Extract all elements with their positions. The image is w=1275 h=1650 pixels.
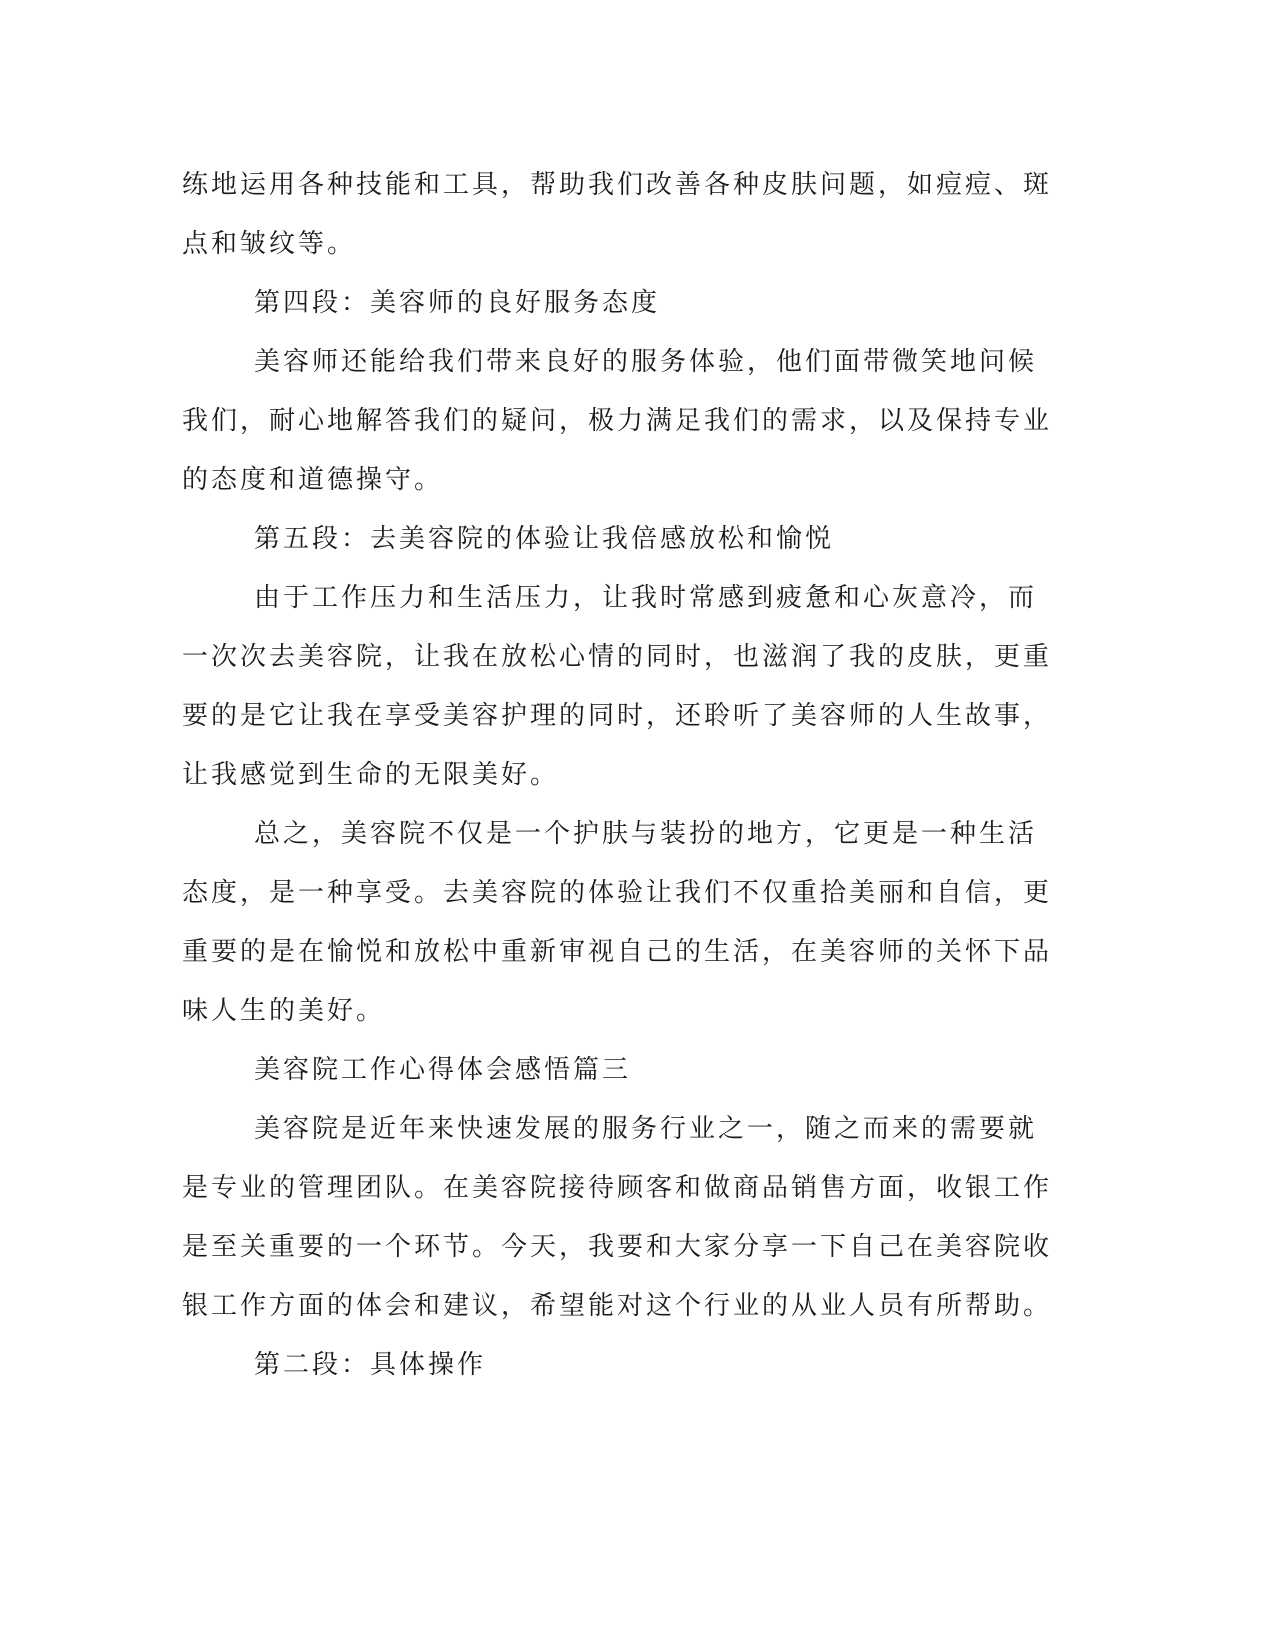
article-title-part-3: 美容院工作心得体会感悟篇三: [254, 1055, 632, 1085]
section-heading-5: 第五段：去美容院的体验让我倍感放松和愉悦: [254, 524, 835, 554]
paragraph-conclusion: 总之，美容院不仅是一个护肤与装扮的地方，它更是一种生活态度，是一种享受。去美容院的体验让我们不仅重拾美丽和自信，更重要的是在愉悦和放松中重新审视自己的生活，在美容师的关怀下品味人生的美好。: [182, 819, 1053, 1026]
section-heading-4: 第四段：美容师的良好服务态度: [254, 288, 661, 318]
paragraph-continuation: 练地运用各种技能和工具，帮助我们改善各种皮肤问题，如痘痘、斑点和皱纹等。: [182, 170, 1053, 259]
document-body: [182, 156, 1052, 1395]
section-heading-2: 第二段：具体操作: [254, 1350, 487, 1380]
paragraph-relaxation: 由于工作压力和生活压力，让我时常感到疲惫和心灰意冷，而一次次去美容院，让我在放松心情的同时，也滋润了我的皮肤，更重要的是它让我在享受美容护理的同时，还聆听了美容师的人生故事，让我感觉到生命的无限美好。: [182, 583, 1053, 790]
paragraph-cashier-intro: 美容院是近年来快速发展的服务行业之一，随之而来的需要就是专业的管理团队。在美容院接待顾客和做商品销售方面，收银工作是至关重要的一个环节。今天，我要和大家分享一下自己在美容院收银工作方面的体会和建议，希望能对这个行业的从业人员有所帮助。: [182, 1114, 1053, 1321]
paragraph-service-attitude: 美容师还能给我们带来良好的服务体验，他们面带微笑地问候我们，耐心地解答我们的疑问，极力满足我们的需求，以及保持专业的态度和道德操守。: [182, 347, 1053, 495]
